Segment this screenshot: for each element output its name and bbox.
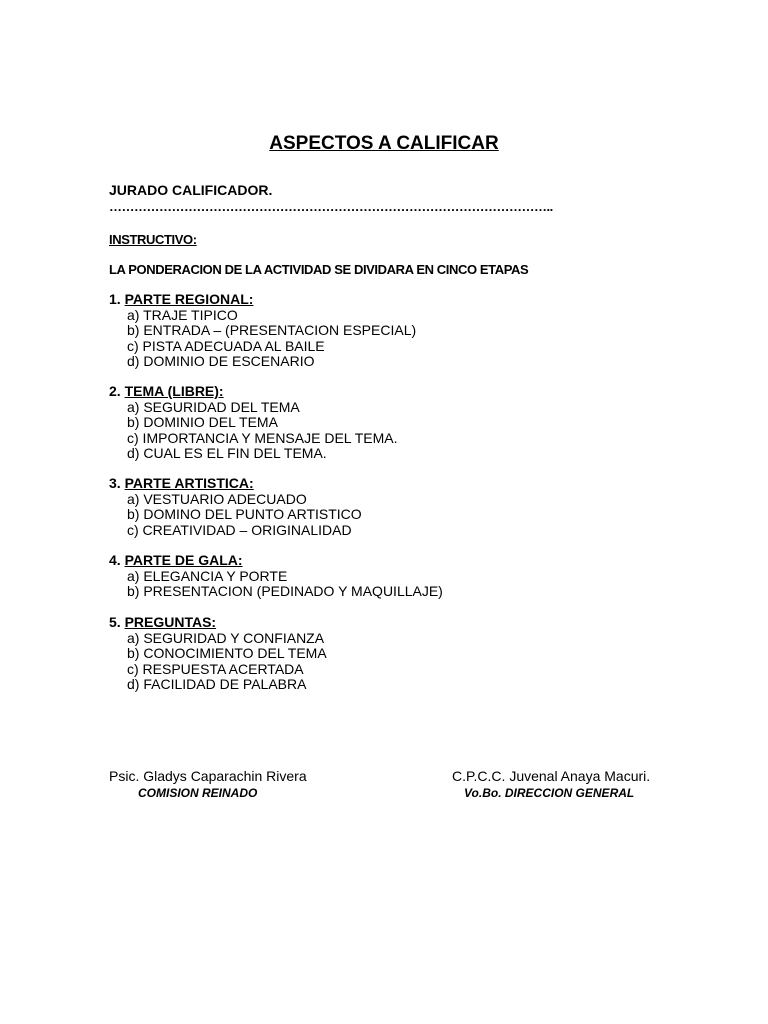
section-title: PARTE REGIONAL: (124, 291, 254, 307)
section-parte-regional (109, 292, 416, 370)
list-item: a) TRAJE TIPICO (127, 306, 238, 323)
weighting-text: LA PONDERACION DE LA ACTIVIDAD SE DIVIDARA EN CINCO ETAPAS (109, 262, 529, 277)
section-heading (109, 476, 362, 492)
list-item: b) ENTRADA – (PRESENTACION ESPECIAL) (127, 322, 417, 338)
section-heading (109, 292, 416, 308)
section-title: PARTE DE GALA: (124, 552, 243, 568)
section-number: 5. (109, 614, 121, 630)
list-item: b) DOMINO DEL PUNTO ARTISTICO (127, 506, 362, 522)
document-title: ASPECTOS A CALIFICAR (269, 133, 499, 154)
section-title: PARTE ARTISTICA: (124, 475, 254, 491)
jury-label: JURADO CALIFICADOR. (109, 182, 273, 198)
list-item: c) CREATIVIDAD – ORIGINALIDAD (127, 521, 352, 538)
section-number: 4. (109, 552, 121, 568)
signature-right (452, 769, 650, 801)
signature-role: Vo.Bo. DIRECCION GENERAL (464, 785, 635, 800)
jury-dotted-line: …………………………………………………………………………………………….. (109, 199, 553, 214)
instructions-label: INSTRUCTIVO: (109, 232, 197, 247)
list-item: a) SEGURIDAD Y CONFIANZA (127, 629, 325, 646)
section-parte-de-gala (109, 553, 443, 600)
section-parte-artistica (109, 476, 362, 538)
list-item: d) DOMINIO DE ESCENARIO (127, 353, 315, 369)
section-heading (109, 553, 443, 569)
list-item: c) RESPUESTA ACERTADA (127, 660, 304, 677)
section-heading (109, 615, 327, 631)
section-number: 2. (109, 383, 121, 399)
signature-role: COMISION REINADO (138, 785, 258, 800)
list-item: b) CONOCIMIENTO DEL TEMA (127, 645, 327, 661)
list-item: d) CUAL ES EL FIN DEL TEMA. (127, 445, 327, 461)
section-tema-libre (109, 384, 397, 462)
list-item: a) VESTUARIO ADECUADO (127, 490, 307, 507)
signature-name: C.P.C.C. Juvenal Anaya Macuri. (452, 768, 651, 784)
section-title: PREGUNTAS: (124, 614, 217, 630)
list-item: b) DOMINIO DEL TEMA (127, 414, 278, 430)
section-title: TEMA (LIBRE): (124, 383, 224, 399)
section-preguntas (109, 615, 327, 693)
section-number: 3. (109, 475, 121, 491)
signature-left (109, 769, 307, 801)
list-item: c) IMPORTANCIA Y MENSAJE DEL TEMA. (127, 429, 398, 446)
list-item: b) PRESENTACION (PEDINADO Y MAQUILLAJE) (127, 583, 443, 599)
list-item: a) SEGURIDAD DEL TEMA (127, 398, 300, 415)
section-heading (109, 384, 397, 400)
list-item: d) FACILIDAD DE PALABRA (127, 676, 307, 692)
section-number: 1. (109, 291, 121, 307)
signature-name: Psic. Gladys Caparachin Rivera (109, 768, 307, 784)
list-item: c) PISTA ADECUADA AL BAILE (127, 337, 325, 354)
list-item: a) ELEGANCIA Y PORTE (127, 567, 288, 584)
